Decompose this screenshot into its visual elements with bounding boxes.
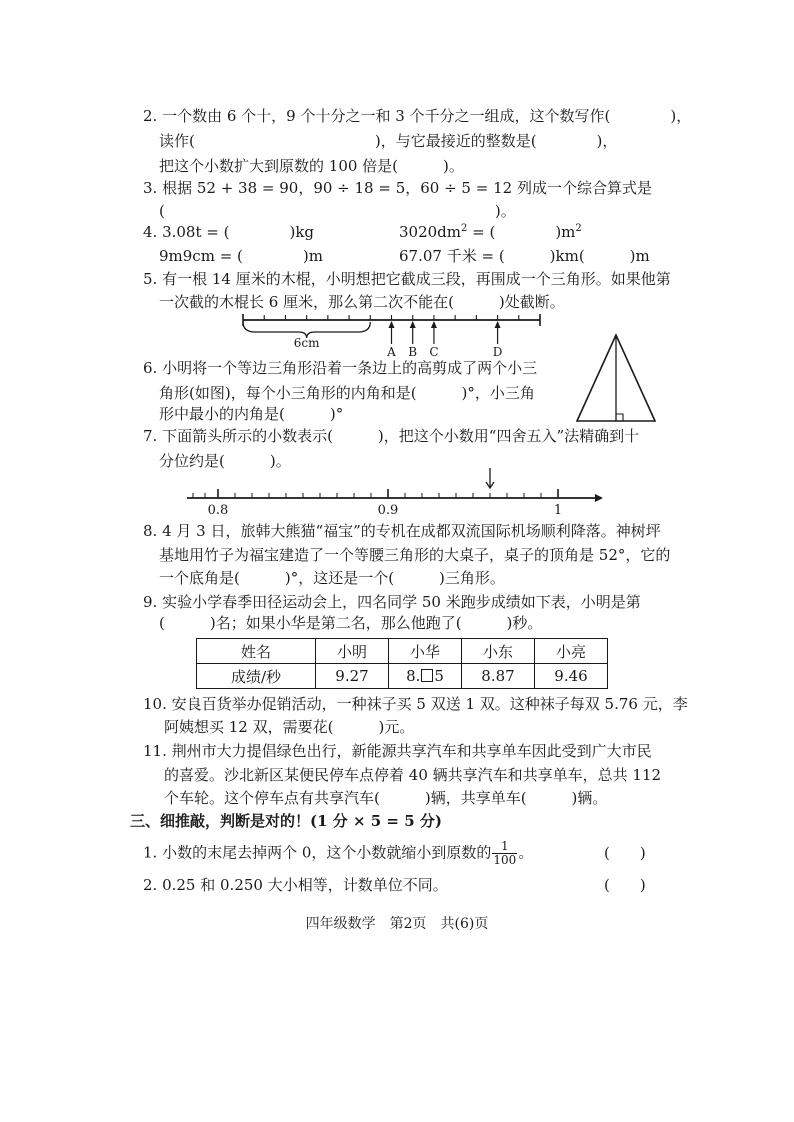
q2-line3: 把这个小数扩大到原数的 100 倍是( )。 — [159, 157, 464, 175]
axis-label: 1 — [553, 503, 563, 518]
page-footer: 四年级数学 第2页 共(6)页 — [305, 916, 489, 932]
section3-title: 三、细推敲，判断是对的！(1 分 × 5 = 5 分) — [130, 812, 442, 830]
table-row — [197, 664, 608, 689]
q6-line1: 6. 小明将一个等边三角形沿着一条边上的高剪成了两个小三 — [143, 359, 538, 377]
q8-line2: 基地用竹子为福宝建造了一个等腰三角形的大桌子，桌子的顶角是 52°，它的 — [159, 546, 671, 564]
axis-arrowhead — [595, 494, 603, 502]
score-table — [196, 638, 608, 689]
judge-item-1: 1. 小数的末尾去掉两个 0，这个小数就缩小到原数的 $\frac{1}{100}$ 。 — [143, 839, 534, 867]
score-cell-xiaohua: 8. 5 — [389, 664, 462, 689]
q11-line1: 11. 荆州市大力提倡绿色出行，新能源共享汽车和共享单车因此受到广大市民 — [143, 742, 652, 760]
fraction: $\frac{1}{100}$ — [493, 839, 517, 867]
score-cell-xiaodong: 8.87 — [462, 664, 535, 689]
number-line-ticks — [193, 489, 558, 498]
q8-line3: 一个底角是( )°，这还是一个( )三角形。 — [159, 569, 505, 587]
q4-item-c: 9m9cm = ( )m — [159, 247, 323, 265]
q11-line3: 个车轮。这个停车点有共享汽车( )辆，共享单车( )辆。 — [164, 789, 608, 807]
number-line-labels — [208, 503, 562, 518]
q5-line2: 一次截的木棍长 6 厘米，那么第二次不能在( )处截断。 — [159, 293, 565, 311]
q2-line2: 读作( )，与它最接近的整数是( )， — [159, 132, 618, 150]
q2-line1: 2. 一个数由 6 个十，9 个十分之一和 3 个千分之一组成，这个数写作( )， — [143, 107, 692, 125]
cut-label: D — [492, 345, 503, 359]
header-cell: 小亮 — [535, 639, 608, 664]
q6-line2: 角形(如图)，每个小三角形的内角和是( )°，小三角 — [159, 384, 535, 402]
header-cell: 小华 — [389, 639, 462, 664]
brace-label: 6cm — [293, 336, 320, 350]
missing-digit-box — [421, 669, 433, 682]
triangle-figure — [573, 333, 663, 423]
q6-line3: 形中最小的内角是( )° — [159, 405, 344, 423]
score-cell-xiaoliang: 9.46 — [535, 664, 608, 689]
q10-line1: 10. 安良百货举办促销活动，一种袜子买 5 双送 1 双。这种袜子每双 5.76 元，李 — [143, 695, 688, 713]
up-arrow-icon — [495, 321, 501, 328]
number-line — [185, 468, 605, 518]
q9-line1: 9. 实验小学春季田径运动会上，四名同学 50 米跑步成绩如下表，小明是第 — [143, 593, 641, 611]
q8-line1: 8. 4 月 3 日，旅韩大熊猫“福宝”的专机在成都双流国际机场顺利降落。神树坪 — [143, 522, 661, 540]
axis-label: 0.8 — [207, 503, 229, 518]
q5-line1: 5. 有一根 14 厘米的木棍，小明想把它截成三段，再围成一个三角形。如果他第 — [143, 270, 671, 288]
cut-label: A — [387, 345, 396, 359]
q7-line2: 分位约是( )。 — [159, 452, 291, 470]
up-arrow-icon — [410, 321, 416, 328]
stick-cut-marks — [386, 321, 502, 359]
score-cell-xiaoming: 9.27 — [316, 664, 389, 689]
cut-label: C — [429, 345, 439, 359]
q3-line1: 3. 根据 52 + 38 = 90，90 ÷ 18 = 5，60 ÷ 5 = 12 列成一个综合算式是 — [143, 179, 652, 197]
q10-line2: 阿姨想买 12 双，需要花( )元。 — [164, 718, 415, 736]
q3-line2: ( )。 — [159, 202, 516, 220]
cut-label: B — [408, 345, 418, 359]
table-row — [197, 639, 608, 664]
judge-answer-2[interactable]: ( ) — [604, 876, 646, 894]
down-arrow-icon — [486, 468, 494, 488]
q4-item-a: 4. 3.08t = ( )kg — [143, 223, 315, 241]
header-cell: 姓名 — [197, 639, 316, 664]
q7-line1: 7. 下面箭头所示的小数表示( )，把这个小数用“四舍五入”法精确到十 — [143, 427, 640, 445]
up-arrow-icon — [431, 321, 437, 328]
q4-item-b: $3020dm^2$ = ( )$m^2$ — [399, 223, 582, 241]
q4-item-d: 67.07 千米 = ( )km( )m — [399, 247, 650, 265]
header-cell: 小明 — [316, 639, 389, 664]
row-label-cell: 成绩/秒 — [197, 664, 316, 689]
judge-item-2: 2. 0.25 和 0.250 大小相等，计数单位不同。 — [143, 876, 448, 894]
up-arrow-icon — [389, 321, 395, 328]
judge-answer-1[interactable]: ( ) — [604, 844, 646, 862]
stick-diagram — [235, 305, 555, 359]
q9-line2: ( )名；如果小华是第二名，那么他跑了( )秒。 — [159, 614, 543, 632]
right-angle-mark — [616, 414, 623, 421]
header-cell: 小东 — [462, 639, 535, 664]
q11-line2: 的喜爱。沙北新区某便民停车点停着 40 辆共享汽车和共享单车，总共 112 — [164, 766, 662, 784]
axis-label: 0.9 — [377, 503, 399, 518]
